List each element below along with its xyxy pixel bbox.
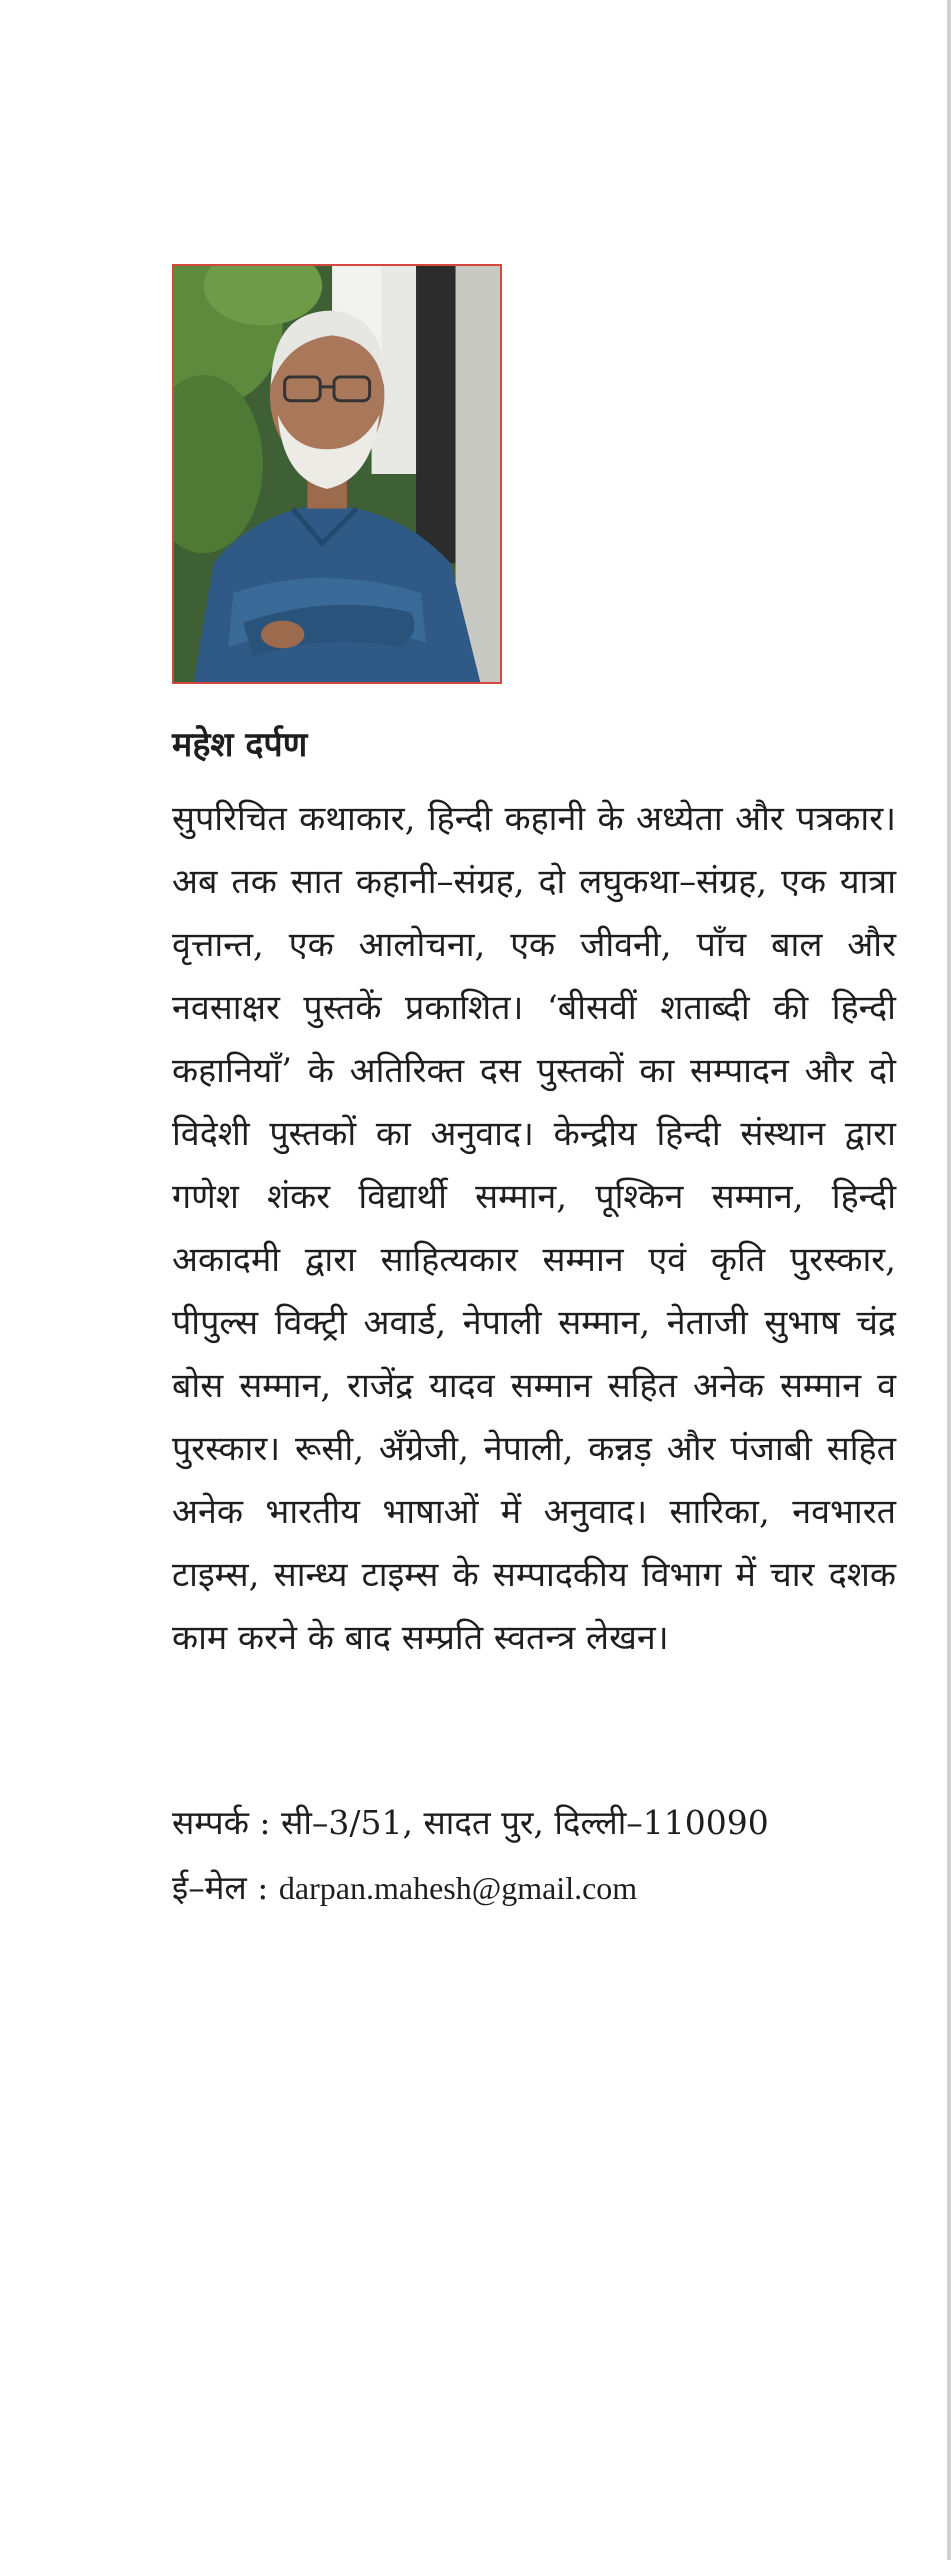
contact-address-label: सम्पर्क :: [172, 1803, 271, 1842]
author-photo: [172, 264, 502, 684]
author-bio: सुपरिचित कथाकार, हिन्दी कहानी के अध्येता और पत्रकार। अब तक सात कहानी–संग्रह, दो लघुकथा–संग्रह, एक यात्रा वृत्तान्त, एक आलोचना, एक जीवनी, पाँच बाल और नवसाक्षर पुस्तकें प्रकाशित। ‘बीसवीं शताब्दी की हिन्दी कहानियाँ’ के अतिरिक्त दस पुस्तकों का सम्पादन और दो विदेशी पुस्तकों का अनुवाद। केन्द्रीय हिन्दी संस्थान द्वारा गणेश शंकर विद्यार्थी सम्मान, पूश्किन सम्मान, हिन्दी अकादमी द्वारा साहित्यकार सम्मान एवं कृति पुरस्कार, पीपुल्स विक्ट्री अवार्ड, नेपाली सम्मान, नेताजी सुभाष चंद्र बोस सम्मान, राजेंद्र यादव सम्मान सहित अनेक सम्मान व पुरस्कार। रूसी, अँग्रेजी, नेपाली, कन्नड़ और पंजाबी सहित अनेक भारतीय भाषाओं में अनुवाद। सारिका, नवभारत टाइम्स, सान्ध्य टाइम्स के सम्पादकीय विभाग में चार दशक काम करने के बाद सम्प्रति स्वतन्त्र लेखन।: [172, 799, 896, 1658]
page-edge-divider: [947, 0, 951, 2560]
author-name: महेश दर्पण: [172, 725, 308, 765]
contact-email-value[interactable]: darpan.mahesh@gmail.com: [278, 1870, 638, 1906]
contact-email-label: ई–मेल :: [172, 1868, 269, 1907]
contact-address: [172, 1802, 769, 1845]
contact-address-value: सी–3/51, सादत पुर, दिल्ली–110090: [281, 1803, 769, 1842]
contact-email: [172, 1867, 637, 1910]
author-portrait-image: [174, 266, 500, 682]
